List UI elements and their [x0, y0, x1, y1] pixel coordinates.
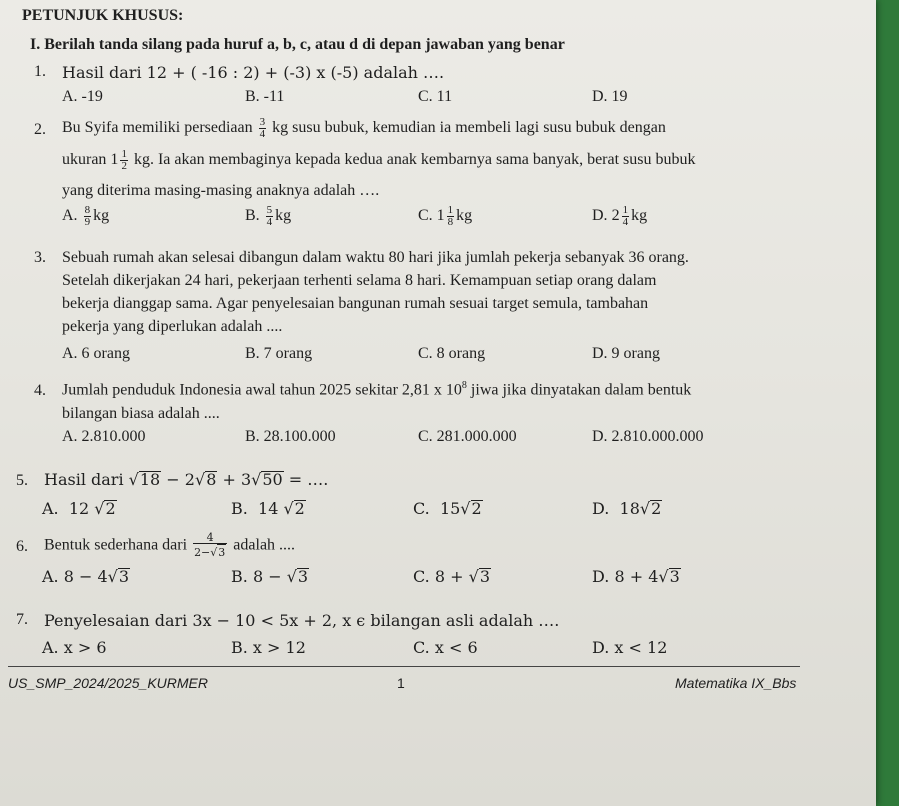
q5-radicand-2: 8 — [206, 470, 217, 489]
q1-option-d[interactable]: D. 19 — [592, 88, 628, 105]
q5d-label: D. — [592, 499, 610, 518]
q2b-den: 4 — [266, 216, 273, 228]
q2-text-b: kg susu bubuk, kemudian ia membeli lagi susu bubuk dengan — [272, 119, 666, 137]
q5b-coef: 14 — [258, 499, 279, 518]
q5-radicand-3: 50 — [262, 470, 283, 489]
question-5-number: 5. — [16, 472, 28, 489]
q2b-unit: kg — [275, 207, 292, 225]
q6-den: 2−√3 — [194, 546, 226, 559]
q5c-label: C. — [413, 499, 430, 518]
footer-divider — [8, 666, 800, 667]
q5c-rad: 2 — [471, 499, 482, 518]
q5a-label: A. — [42, 499, 59, 518]
q2a-num: 8 — [84, 204, 91, 216]
q2-option-c[interactable] — [418, 205, 472, 228]
q5-option-c[interactable]: C. 15√2 — [413, 499, 482, 518]
q2a-den: 9 — [84, 216, 91, 228]
q7-option-c[interactable]: C. x < 6 — [413, 638, 478, 657]
q3-option-d[interactable]: D. 9 orang — [592, 345, 660, 362]
q6-den-a: 2− — [194, 546, 211, 559]
q2c-whole: 1 — [436, 207, 445, 225]
q2d-fraction — [622, 205, 630, 228]
question-3-line-2: Setelah dikerjakan 24 hari, pekerjaan terhenti selama 8 hari. Kemampuan setiap orang dalam — [62, 272, 657, 289]
question-3-line-1: Sebuah rumah akan selesai dibangun dalam waktu 80 hari jika jumlah pekerja sebanyak 36 orang. — [62, 249, 689, 266]
q6a-label: A. — [42, 567, 59, 586]
q5-op-2: + 3 — [217, 470, 252, 489]
q4-option-d[interactable]: D. 2.810.000.000 — [592, 428, 704, 445]
q4-text-a: Jumlah penduduk Indonesia awal tahun 2025 sekitar 2,81 x 10 — [62, 381, 462, 399]
q2c-num: 1 — [447, 204, 454, 216]
q5-text-a: Hasil dari — [44, 470, 124, 489]
q6-option-a[interactable]: A. 8 − 4√3 — [42, 567, 130, 586]
question-2-line-2 — [62, 149, 696, 172]
q6b-expr: 8 − — [252, 567, 287, 586]
q4-exponent: 8 — [461, 380, 467, 391]
q2-line2-a: ukuran 1 — [62, 151, 119, 169]
q4-option-a[interactable]: A. 2.810.000 — [62, 428, 146, 445]
q2c-den: 8 — [447, 216, 454, 228]
q5b-label: B. — [231, 499, 248, 518]
q6-option-c[interactable]: C. 8 + √3 — [413, 567, 491, 586]
q2c-label: C. — [418, 207, 433, 225]
q6-num: 4 — [193, 532, 227, 544]
q2a-fraction — [84, 205, 92, 228]
question-6-number: 6. — [16, 538, 28, 555]
question-3-line-4: pekerja yang diperlukan adalah .... — [62, 318, 283, 335]
question-4-line-2: bilangan biasa adalah .... — [62, 405, 220, 422]
q3-option-c[interactable]: C. 8 orang — [418, 345, 486, 362]
q5-option-d[interactable]: D. 18√2 — [592, 499, 662, 518]
q1-option-b[interactable]: B. -11 — [245, 88, 285, 105]
q5a-rad: 2 — [105, 499, 116, 518]
q6-option-b[interactable]: B. 8 − √3 — [231, 567, 309, 586]
footer-right: Matematika IX_Bbs — [675, 675, 797, 691]
q1-option-a[interactable]: A. -19 — [62, 88, 103, 105]
q5d-rad: 2 — [651, 499, 662, 518]
q5-option-b[interactable]: B. 14 √2 — [231, 499, 305, 518]
q5b-rad: 2 — [294, 499, 305, 518]
q2c-fraction — [447, 205, 455, 228]
q2c-unit: kg — [456, 207, 473, 225]
q7-option-d[interactable]: D. x < 12 — [592, 638, 668, 657]
question-5-text: Hasil dari √18 − 2√8 + 3√50 = …. — [44, 470, 329, 489]
q6-fraction — [193, 532, 227, 560]
question-1-number: 1. — [34, 63, 46, 80]
q6-text-a: Bentuk sederhana dari — [44, 536, 188, 554]
q2a-label: A. — [62, 207, 78, 225]
q6d-rad: 3 — [669, 567, 680, 586]
question-1-text: Hasil dari 12 + ( -16 : 2) + (-3) x (-5) adalah …. — [62, 63, 445, 82]
q7-option-a[interactable]: A. x > 6 — [42, 638, 107, 657]
q5d-coef: 18 — [619, 499, 640, 518]
q6d-label: D. — [592, 567, 610, 586]
q2a-unit: kg — [93, 207, 110, 225]
q2b-fraction — [266, 205, 274, 228]
question-7-text: Penyelesaian dari 3x − 10 < 5x + 2, x ϵ bilangan asli adalah …. — [44, 611, 560, 630]
question-4-line-1 — [62, 380, 691, 399]
q6b-rad: 3 — [297, 567, 309, 586]
q2-line2-num: 1 — [121, 148, 127, 160]
footer-left: US_SMP_2024/2025_KURMER — [8, 675, 208, 691]
q2-option-d[interactable] — [592, 205, 647, 228]
question-3-number: 3. — [34, 249, 46, 266]
q5-text-b: = …. — [283, 470, 329, 489]
q6c-rad: 3 — [479, 567, 491, 586]
question-6-text — [44, 532, 295, 560]
q5-radicand-1: 18 — [139, 470, 161, 489]
question-2-number: 2. — [34, 121, 46, 138]
q2-option-b[interactable] — [245, 205, 291, 228]
q5-op-1: − 2 — [161, 470, 195, 489]
q6c-label: C. — [413, 567, 430, 586]
question-2-line-3: yang diterima masing-masing anaknya adalah …. — [62, 182, 380, 199]
q4-text-b: jiwa jika dinyatakan dalam bentuk — [466, 381, 692, 399]
question-4-number: 4. — [34, 382, 46, 399]
q2d-whole: 2 — [611, 207, 620, 225]
q6-option-d[interactable]: D. 8 + 4√3 — [592, 567, 680, 586]
q3-option-a[interactable]: A. 6 orang — [62, 345, 130, 362]
question-2-line-1 — [62, 117, 666, 140]
q6b-label: B. — [231, 567, 248, 586]
question-7-number: 7. — [16, 611, 28, 628]
q4-option-c[interactable]: C. 281.000.000 — [418, 428, 517, 445]
q6a-rad: 3 — [118, 567, 130, 586]
q7-option-b[interactable]: B. x > 12 — [231, 638, 306, 657]
q2d-unit: kg — [631, 207, 648, 225]
q6-text-b: adalah .... — [233, 536, 296, 554]
q6c-expr: 8 + — [434, 567, 469, 586]
q2-line2-fraction — [120, 149, 128, 172]
q5-option-a[interactable]: A. 12 √2 — [42, 499, 116, 518]
q2-line2-b: kg. Ia akan membaginya kepada kedua anak kembarnya sama banyak, berat susu bubuk — [133, 151, 696, 169]
q2-option-a[interactable] — [62, 205, 109, 228]
q6-den-rad: 3 — [218, 546, 226, 559]
q5a-coef: 12 — [68, 499, 90, 518]
instruction: I. Berilah tanda silang pada huruf a, b, c, atau d di depan jawaban yang benar — [30, 36, 565, 53]
q4-option-b[interactable]: B. 28.100.000 — [245, 428, 336, 445]
q2d-num: 1 — [622, 204, 629, 216]
q6a-expr: 8 − 4 — [63, 567, 108, 586]
q2-line2-den: 2 — [121, 160, 127, 172]
q2d-label: D. — [592, 207, 608, 225]
q3-option-b[interactable]: B. 7 orang — [245, 345, 313, 362]
q2b-num: 5 — [266, 204, 273, 216]
q2b-label: B. — [245, 207, 260, 225]
q2d-den: 4 — [622, 216, 629, 228]
section-title: PETUNJUK KHUSUS: — [22, 7, 184, 24]
q2-text-a: Bu Syifa memiliki persediaan — [62, 119, 253, 137]
q1-option-c[interactable]: C. 11 — [418, 88, 453, 105]
question-3-line-3: bekerja dianggap sama. Agar penyelesaian bangunan rumah sesuai target semula, tambahan — [62, 295, 649, 312]
q2-fraction — [259, 117, 267, 140]
page-number: 1 — [397, 675, 405, 691]
q2-frac-num: 3 — [259, 116, 266, 128]
q5c-coef: 15 — [439, 499, 461, 518]
q6d-expr: 8 + 4 — [614, 567, 659, 586]
q2-frac-den: 4 — [259, 128, 266, 140]
